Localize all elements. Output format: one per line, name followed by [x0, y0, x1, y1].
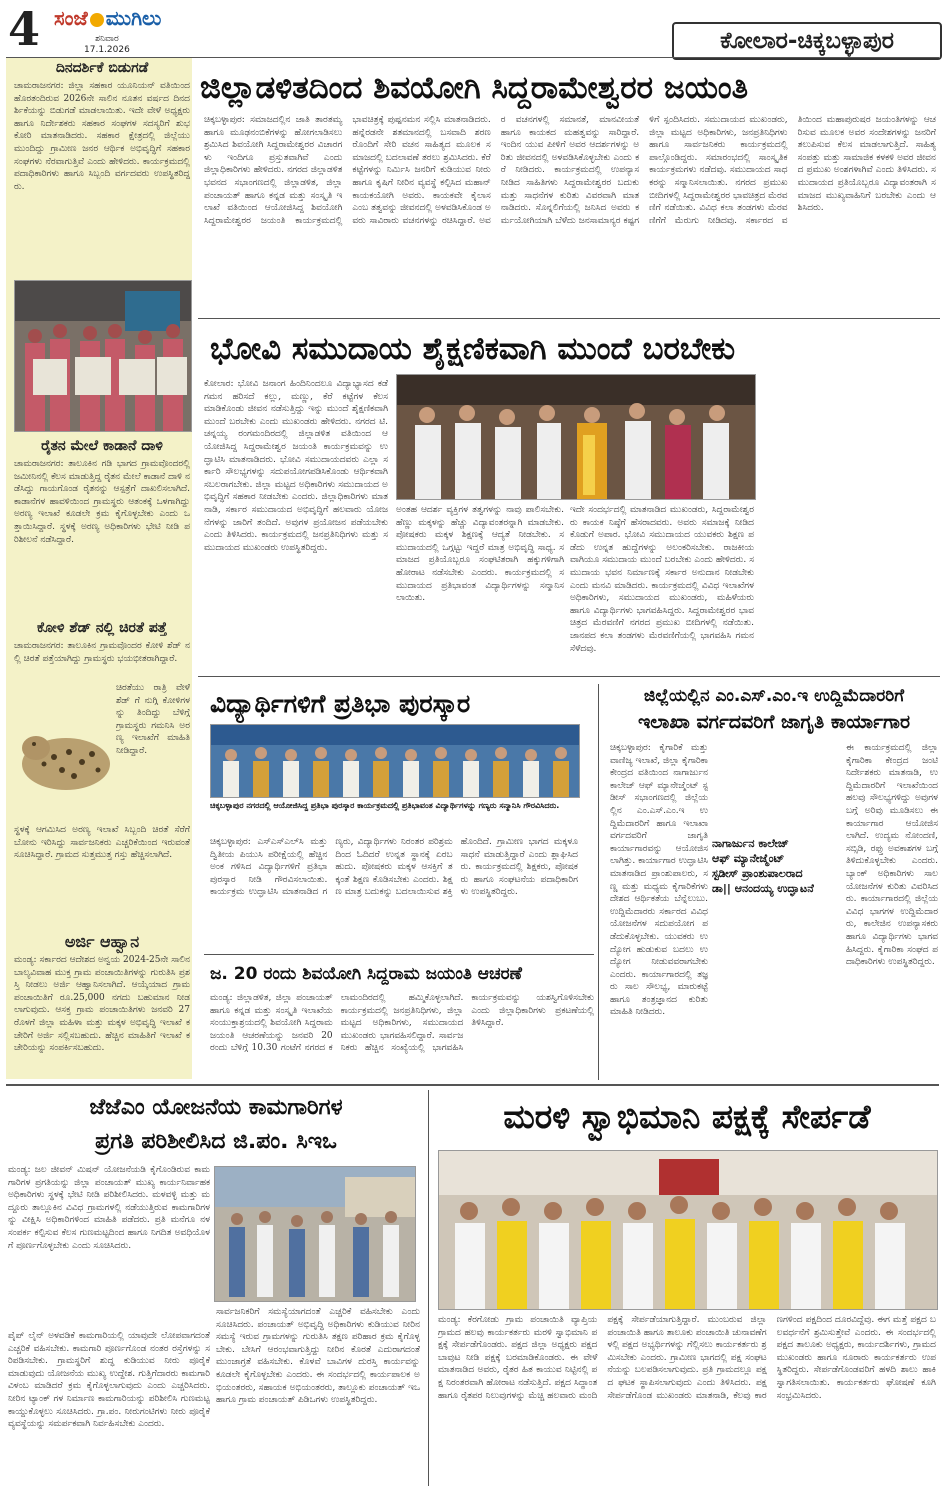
sun-icon	[90, 13, 104, 27]
story7-headline-line1: ಜಿಲ್ಲೆಯಲ್ಲಿನ ಎಂ.ಎಸ್.ಎಂ.ಇ ಉದ್ದಿಮೆದಾರರಿಗೆ	[643, 686, 905, 706]
main2-body-right	[760, 376, 938, 668]
main2-event-photo	[396, 374, 756, 500]
sidebar-story2-headline: ರೈತನ ಮೇಲೆ ಕಾಡಾನೆ ದಾಳಿ	[41, 438, 163, 454]
sidebar-story3-headline: ಕೋಳಿ ಶೆಡ್ ನಲ್ಲಿ ಚಿರತೆ ಪತ್ತೆ	[37, 620, 167, 636]
brand-part1: ಸಂಜೆ	[54, 6, 88, 30]
sidebar-story4-body: ಮಂಡ್ಯ: ಸರ್ಕಾರದ ಆದೇಶದ ಅನ್ವಯ 2024-25ನೇ ಸಾಲಿನ ಬಾಲ್ಯವಿವಾಹ ಮುಕ್ತ ಗ್ರಾಮ ಪಂಚಾಯಿತಿಗಳನ್ನು ಗುರುತಿಸಿ ಪ್ರಶಸ್ತಿ ನೀಡಲು ಅರ್ಜಿ ಆಹ್ವಾನಿಸಲಾಗಿದೆ. ಆಯ್ಕೆಯಾದ ಗ್ರಾಮ ಪಂಚಾಯಿತಿಗೆ ರೂ.25,000 ನಗದು ಬಹುಮಾನ ನೀಡಲಾಗುವುದು. ಆಸಕ್ತ ಗ್ರಾಮ ಪಂಚಾಯಿತಿಗಳು ಜನವರಿ 27ರೊಳಗೆ ಜಿಲ್ಲಾ ಮಹಿಳಾ ಮತ್ತು ಮಕ್ಕಳ ಅಭಿವೃದ್ಧಿ ಇಲಾಖೆ ಕಚೇರಿಗೆ ಅರ್ಜಿ ಸಲ್ಲಿಸಬಹುದು. ಹೆಚ್ಚಿನ ಮಾಹಿತಿಗೆ ಇಲಾಖೆ ಕಚೇರಿಯನ್ನು ಸಂಪರ್ಕಿಸಬಹುದು.	[14, 955, 190, 1054]
story8-body-bottom-right: ಸಾರ್ವಜನಿಕರಿಗೆ ಸಮಸ್ಯೆಯಾಗದಂತೆ ಎಚ್ಚರಿಕೆ ವಹಿಸಬೇಕು ಎಂದು ಸೂಚಿಸಿದರು. ಪಂಚಾಯತ್ ಅಭಿವೃದ್ಧಿ ಅಧಿಕಾರಿಗಳು ಕುಡಿಯುವ ನೀರಿನ ಸಮಸ್ಯೆ ಇರುವ ಗ್ರಾಮಗಳನ್ನು ಗುರುತಿಸಿ ತಕ್ಷಣ ಪರಿಹಾರ ಕ್ರಮ ಕೈಗೊಳ್ಳಬೇಕು. ಬೇಸಿಗೆ ಆರಂಭವಾಗುತ್ತಿದ್ದು ನೀರಿನ ಕೊರತೆ ಎದುರಾಗದಂತೆ ಮುಂಜಾಗ್ರತೆ ವಹಿಸಬೇಕು. ಕೊಳವೆ ಬಾವಿಗಳ ದುರಸ್ತಿ ಕಾರ್ಯವನ್ನು ಕೂಡಲೇ ಕೈಗೊಳ್ಳಬೇಕು ಎಂದರು. ಈ ಸಂದರ್ಭದಲ್ಲಿ ಕಾರ್ಯಪಾಲಕ ಅಭಿಯಂತರರು, ಸಹಾಯಕ ಅಭಿಯಂತರರು, ತಾಲ್ಲೂಕು ಪಂಚಾಯತ್ ಇಒ ಹಾಗೂ ಗ್ರಾಮ ಪಂಚಾಯತ್ ಪಿಡಿಒಗಳು ಉಪಸ್ಥಿತರಿದ್ದರು.	[216, 1307, 420, 1406]
sidebar-story3-body: ಸ್ಥಳಕ್ಕೆ ಆಗಮಿಸಿದ ಅರಣ್ಯ ಇಲಾಖೆ ಸಿಬ್ಬಂದಿ ಚಿರತೆ ಸೆರೆಗೆ ಬೋನು ಇರಿಸಿದ್ದು ಸಾರ್ವಜನಿಕರು ಎಚ್ಚರಿಕೆಯಿಂದ ಇರುವಂತೆ ಸೂಚಿಸಿದ್ದಾರೆ. ಗ್ರಾಮದ ಸುತ್ತಮುತ್ತ ಗಸ್ತು ಹೆಚ್ಚಿಸಲಾಗಿದೆ.	[14, 825, 190, 861]
story8-photo	[214, 1166, 416, 1302]
story7-sub2: ಆಫ್ ಮ್ಯಾನೇಜ್ಮೆಂಟ್	[712, 852, 785, 865]
column-rule	[598, 684, 599, 1080]
main1-headline: ಜಿಲ್ಲಾಡಳಿತದಿಂದ ಶಿವಯೋಗಿ ಸಿದ್ದರಾಮೇಶ್ವರರ ಜಯಂತಿ	[200, 70, 749, 106]
main2-body-mid: ಅಂತಹ ಆದರ್ಶ ವ್ಯಕ್ತಿಗಳ ತತ್ವಗಳನ್ನು ನಾವು ಪಾಲಿಸಬೇಕು. ಹೆಣ್ಣು ಮಕ್ಕಳನ್ನು ಹೆಚ್ಚು ವಿದ್ಯಾವಂತರನ್ನಾಗಿ ಮಾಡಬೇಕು. ಪೋಷಕರು ಮಕ್ಕಳ ಶಿಕ್ಷಣಕ್ಕೆ ಆದ್ಯತೆ ನೀಡಬೇಕು. ಸಮುದಾಯದಲ್ಲಿ ಒಗ್ಗಟ್ಟು ಇದ್ದರೆ ಮಾತ್ರ ಅಭಿವೃದ್ಧಿ ಸಾಧ್ಯ. ಸಮಾಜದ ಪ್ರತಿಯೊಬ್ಬರೂ ಸಂಘಟಿತರಾಗಿ ಹಕ್ಕುಗಳಿಗಾಗಿ ಹೋರಾಟ ನಡೆಸಬೇಕು ಎಂದರು. ಕಾರ್ಯಕ್ರಮದಲ್ಲಿ ಸಮುದಾಯದ ಪ್ರತಿಭಾವಂತ ವಿದ್ಯಾರ್ಥಿಗಳನ್ನು ಸನ್ಮಾನಿಸಲಾಯಿತು.	[396, 505, 564, 604]
day: ಶನಿವಾರ	[95, 34, 119, 44]
page-number: 4	[8, 2, 41, 56]
story6-body: ಮಂಡ್ಯ: ಜಿಲ್ಲಾಡಳಿತ, ಜಿಲ್ಲಾ ಪಂಚಾಯತ್ ಹಾಗೂ ಕನ್ನಡ ಮತ್ತು ಸಂಸ್ಕೃತಿ ಇಲಾಖೆಯ ಸಂಯುಕ್ತಾಶ್ರಯದಲ್ಲಿ ಶಿವಯೋಗಿ ಸಿದ್ದರಾಮ ಜಯಂತಿ ಆಚರಣೆಯನ್ನು ಜನವರಿ 20ರಂದು ಬೆಳಿಗ್ಗೆ 10.30 ಗಂಟೆಗೆ ನಗರದ ಕಲಾಮಂದಿರದಲ್ಲಿ ಹಮ್ಮಿಕೊಳ್ಳಲಾಗಿದೆ. ಕಾರ್ಯಕ್ರಮದಲ್ಲಿ ಜನಪ್ರತಿನಿಧಿಗಳು, ಜಿಲ್ಲಾ ಮಟ್ಟದ ಅಧಿಕಾರಿಗಳು, ಸಮುದಾಯದ ಮುಖಂಡರು ಭಾಗವಹಿಸಲಿದ್ದಾರೆ. ಸಾರ್ವಜನಿಕರು ಹೆಚ್ಚಿನ ಸಂಖ್ಯೆಯಲ್ಲಿ ಭಾಗವಹಿಸಿ ಕಾರ್ಯಕ್ರಮವನ್ನು ಯಶಸ್ವಿಗೊಳಿಸಬೇಕು ಎಂದು ಜಿಲ್ಲಾಧಿಕಾರಿಗಳು ಪ್ರಕಟಣೆಯಲ್ಲಿ ತಿಳಿಸಿದ್ದಾರೆ.	[210, 993, 594, 1054]
brand-part2: ಮುಗಿಲು	[105, 6, 162, 30]
story7-sub4: ಡಾ|| ಆನಂದಯ್ಯ ಉದ್ಘಾಟನೆ	[712, 882, 814, 895]
sidebar-story4-headline: ಅರ್ಜಿ ಆಹ್ವಾನ	[64, 932, 140, 951]
leopard-photo	[14, 682, 112, 822]
sidebar-story1-photo	[14, 280, 192, 432]
story5-rule	[204, 954, 594, 955]
newspaper-logo	[54, 6, 161, 30]
story8-headline-line1: ಜೆಜೆಎಂ ಯೋಜನೆಯ ಕಾಮಗಾರಿಗಳ	[89, 1095, 343, 1120]
story7-body-left: ಚಿಕ್ಕಬಳ್ಳಾಪುರ: ಕೈಗಾರಿಕೆ ಮತ್ತು ವಾಣಿಜ್ಯ ಇಲಾಖೆ, ಜಿಲ್ಲಾ ಕೈಗಾರಿಕಾ ಕೇಂದ್ರದ ವತಿಯಿಂದ ನಾಗಾರ್ಜುನ ಕಾಲೇಜ್ ಆಫ್ ಮ್ಯಾನೇಜ್ಮೆಂಟ್ ಸ್ಟಡೀಸ್ ಸಭಾಂಗಣದಲ್ಲಿ ಜಿಲ್ಲೆಯಲ್ಲಿನ ಎಂ.ಎಸ್.ಎಂ.ಇ ಉದ್ದಿಮೆದಾರರಿಗೆ ಹಾಗೂ ಇಲಾಖಾ ವರ್ಗದವರಿಗೆ ಜಾಗೃತಿ ಕಾರ್ಯಾಗಾರವನ್ನು ಆಯೋಜಿಸಲಾಗಿತ್ತು. ಕಾರ್ಯಾಗಾರ ಉದ್ಘಾಟಿಸಿ ಮಾತನಾಡಿದ ಪ್ರಾಂಶುಪಾಲರು, ಸಣ್ಣ ಮತ್ತು ಮಧ್ಯಮ ಕೈಗಾರಿಕೆಗಳು ದೇಶದ ಆರ್ಥಿಕತೆಯ ಬೆನ್ನೆಲುಬು. ಉದ್ದಿಮೆದಾರರು ಸರ್ಕಾರದ ವಿವಿಧ ಯೋಜನೆಗಳ ಸದುಪಯೋಗ ಪಡೆದುಕೊಳ್ಳಬೇಕು. ಯುವಕರು ಉದ್ಯೋಗ ಹುಡುಕುವ ಬದಲು ಉದ್ಯೋಗ ನೀಡುವವರಾಗಬೇಕು ಎಂದರು. ಕಾರ್ಯಾಗಾರದಲ್ಲಿ ತಜ್ಞರು ಸಾಲ ಸೌಲಭ್ಯ, ಮಾರುಕಟ್ಟೆ ಹಾಗೂ ತಂತ್ರಜ್ಞಾನದ ಕುರಿತು ಮಾಹಿತಿ ನೀಡಿದರು.	[610, 743, 708, 1018]
story5-photo	[210, 724, 580, 798]
story7-sub3: ಸ್ಟಡೀಸ್ ಪ್ರಾಂಶುಪಾಲರಾದ	[712, 867, 803, 880]
story9-headline: ಮರಳಿ ಸ್ವಾಭಿಮಾನಿ ಪಕ್ಷಕ್ಕೆ ಸೇರ್ಪಡೆ	[503, 1097, 871, 1136]
sidebar	[6, 58, 192, 1079]
sidebar-story3-body-top: ಚಾಮರಾಜನಗರ: ತಾಲೂಕಿನ ಗ್ರಾಮವೊಂದರ ಕೋಳಿ ಶೆಡ್ ನಲ್ಲಿ ಚಿರತೆ ಪತ್ತೆಯಾಗಿದ್ದು ಗ್ರಾಮಸ್ಥರು ಭಯಭೀತರಾಗಿದ್ದಾರೆ.	[14, 641, 190, 664]
main1-rule	[198, 318, 940, 319]
story8-body-top: ಮಂಡ್ಯ: ಜಲ ಜೀವನ್ ಮಿಷನ್ ಯೋಜನೆಯಡಿ ಕೈಗೊಂಡಿರುವ ಕಾಮಗಾರಿಗಳ ಪ್ರಗತಿಯನ್ನು ಜಿಲ್ಲಾ ಪಂಚಾಯತ್ ಮುಖ್ಯ ಕಾರ್ಯನಿರ್ವಾಹಕ ಅಧಿಕಾರಿಗಳು ಸ್ಥಳಕ್ಕೆ ಭೇಟಿ ನೀಡಿ ಪರಿಶೀಲಿಸಿದರು. ಮಳವಳ್ಳಿ ಮತ್ತು ಮದ್ದೂರು ತಾಲ್ಲೂಕಿನ ವಿವಿಧ ಗ್ರಾಮಗಳಲ್ಲಿ ನಡೆಯುತ್ತಿರುವ ಕಾಮಗಾರಿಗಳನ್ನು ವೀಕ್ಷಿಸಿ ಅಧಿಕಾರಿಗಳಿಂದ ಮಾಹಿತಿ ಪಡೆದರು. ಪ್ರತಿ ಮನೆಗೂ ನಳ ಸಂಪರ್ಕ ಕಲ್ಪಿಸುವ ಕೆಲಸ ಗುಣಮಟ್ಟದಿಂದ ಹಾಗೂ ನಿಗದಿತ ಅವಧಿಯೊಳಗೆ ಪೂರ್ಣಗೊಳ್ಳಬೇಕು ಎಂದು ಸೂಚಿಸಿದರು.	[8, 1165, 210, 1251]
story6-headline: ಜ. 20 ರಂದು ಶಿವಯೋಗಿ ಸಿದ್ದರಾಮ ಜಯಂತಿ ಆಚರಣೆ	[210, 964, 522, 984]
bottom-section-rule	[6, 1084, 939, 1086]
main1-body: ಚಿಕ್ಕಬಳ್ಳಾಪುರ: ಸಮಾಜದಲ್ಲಿನ ಜಾತಿ ತಾರತಮ್ಯ ಹಾಗೂ ಮೂಢನಂಬಿಕೆಗಳನ್ನು ಹೋಗಲಾಡಿಸಲು ಶ್ರಮಿಸಿದ ಶಿವಯೋಗಿ ಸಿದ್ದರಾಮೇಶ್ವರರ ವಿಚಾರಗಳು ಇಂದಿಗೂ ಪ್ರಸ್ತುತವಾಗಿವೆ ಎಂದು ಜಿಲ್ಲಾಧಿಕಾರಿಗಳು ಹೇಳಿದರು. ನಗರದ ಜಿಲ್ಲಾಡಳಿತ ಭವನದ ಸಭಾಂಗಣದಲ್ಲಿ ಜಿಲ್ಲಾಡಳಿತ, ಜಿಲ್ಲಾ ಪಂಚಾಯತ್ ಹಾಗೂ ಕನ್ನಡ ಮತ್ತು ಸಂಸ್ಕೃತಿ ಇಲಾಖೆ ವತಿಯಿಂದ ಆಯೋಜಿಸಿದ್ದ ಶಿವಯೋಗಿ ಸಿದ್ದರಾಮೇಶ್ವರರ ಜಯಂತಿ ಕಾರ್ಯಕ್ರಮದಲ್ಲಿ ಭಾವಚಿತ್ರಕ್ಕೆ ಪುಷ್ಪನಮನ ಸಲ್ಲಿಸಿ ಮಾತನಾಡಿದರು. ಹನ್ನೆರಡನೇ ಶತಮಾನದಲ್ಲಿ ಬಸವಾದಿ ಶರಣರೊಂದಿಗೆ ಸೇರಿ ವಚನ ಸಾಹಿತ್ಯದ ಮೂಲಕ ಸಮಾಜದಲ್ಲಿ ಬದಲಾವಣೆ ತರಲು ಶ್ರಮಿಸಿದರು. ಕೆರೆ ಕಟ್ಟೆಗಳನ್ನು ನಿರ್ಮಿಸಿ ಜನರಿಗೆ ಕುಡಿಯುವ ನೀರು ಹಾಗೂ ಕೃಷಿಗೆ ನೀರಿನ ವ್ಯವಸ್ಥೆ ಕಲ್ಪಿಸಿದ ಮಹಾನ್ ಕಾಯಕಯೋಗಿ ಅವರು. ಕಾಯಕವೇ ಕೈಲಾಸ ಎಂಬ ತತ್ವವನ್ನು ಜೀವನದಲ್ಲಿ ಅಳವಡಿಸಿಕೊಂಡ ಅವರು ಸಾವಿರಾರು ವಚನಗಳನ್ನು ರಚಿಸಿದ್ದಾರೆ. ಅವರ ವಚನಗಳಲ್ಲಿ ಸಮಾನತೆ, ಮಾನವೀಯತೆ ಹಾಗೂ ಕಾಯಕದ ಮಹತ್ವವನ್ನು ಸಾರಿದ್ದಾರೆ. ಇಂದಿನ ಯುವ ಪೀಳಿಗೆ ಅವರ ಆದರ್ಶಗಳನ್ನು ಅರಿತು ಜೀವನದಲ್ಲಿ ಅಳವಡಿಸಿಕೊಳ್ಳಬೇಕು ಎಂದು ಕರೆ ನೀಡಿದರು. ಕಾರ್ಯಕ್ರಮದಲ್ಲಿ ಉಪನ್ಯಾಸ ನೀಡಿದ ಸಾಹಿತಿಗಳು ಸಿದ್ದರಾಮೇಶ್ವರರ ಬದುಕು ಮತ್ತು ಸಾಧನೆಗಳ ಕುರಿತು ವಿವರವಾಗಿ ಮಾತನಾಡಿದರು. ಸೊನ್ನಲಿಗೆಯಲ್ಲಿ ಜನಿಸಿದ ಅವರು ಕರ್ಮಯೋಗಿಯಾಗಿ ಬೆಳೆದು ಜನಸಾಮಾನ್ಯರ ಕಷ್ಟಗಳಿಗೆ ಸ್ಪಂದಿಸಿದರು. ಸಮುದಾಯದ ಮುಖಂಡರು, ಜಿಲ್ಲಾ ಮಟ್ಟದ ಅಧಿಕಾರಿಗಳು, ಜನಪ್ರತಿನಿಧಿಗಳು ಹಾಗೂ ಸಾರ್ವಜನಿಕರು ಕಾರ್ಯಕ್ರಮದಲ್ಲಿ ಪಾಲ್ಗೊಂಡಿದ್ದರು. ಸಮಾರಂಭದಲ್ಲಿ ಸಾಂಸ್ಕೃತಿಕ ಕಾರ್ಯಕ್ರಮಗಳು ನಡೆದವು. ಸಮುದಾಯದ ಸಾಧಕರನ್ನು ಸನ್ಮಾನಿಸಲಾಯಿತು. ನಗರದ ಪ್ರಮುಖ ಬೀದಿಗಳಲ್ಲಿ ಸಿದ್ದರಾಮೇಶ್ವರರ ಭಾವಚಿತ್ರದ ಮೆರವಣಿಗೆ ನಡೆಯಿತು. ವಿವಿಧ ಕಲಾ ತಂಡಗಳು ಮೆರವಣಿಗೆಗೆ ಮೆರುಗು ನೀಡಿದವು. ಸರ್ಕಾರದ ವತಿಯಿಂದ ಮಹಾಪುರುಷರ ಜಯಂತಿಗಳನ್ನು ಆಚರಿಸುವ ಮೂಲಕ ಅವರ ಸಂದೇಶಗಳನ್ನು ಜನರಿಗೆ ತಲುಪಿಸುವ ಕೆಲಸ ಮಾಡಲಾಗುತ್ತಿದೆ. ಸಾಹಿತ್ಯ ಸಂಪತ್ತು ಮತ್ತು ಸಾಮಾಜಿಕ ಕಳಕಳಿ ಅವರ ಜೀವನದ ಪ್ರಮುಖ ಅಂಶಗಳಾಗಿವೆ ಎಂದು ತಿಳಿಸಿದರು. ಸಮುದಾಯದ ಪ್ರತಿಯೊಬ್ಬರೂ ವಿದ್ಯಾವಂತರಾಗಿ ಸಮಾಜದ ಮುಖ್ಯವಾಹಿನಿಗೆ ಬರಬೇಕು ಎಂದು ಆಶಿಸಿದರು.	[204, 115, 936, 226]
story7-sub1: ನಾಗಾರ್ಜುನ ಕಾಲೇಜ್	[712, 837, 789, 850]
date: 17.1.2026	[84, 45, 130, 55]
sidebar-story1-body: ಚಾಮರಾಜನಗರ: ಜಿಲ್ಲಾ ಸಹಕಾರ ಯೂನಿಯನ್ ವತಿಯಿಂದ ಹೊರತಂದಿರುವ 2026ನೇ ಸಾಲಿನ ನೂತನ ವರ್ಷದ ದಿನದರ್ಶಿಕೆಯನ್ನು ಬಿಡುಗಡೆ ಮಾಡಲಾಯಿತು. ಇದೇ ವೇಳೆ ಅಧ್ಯಕ್ಷರು ಹಾಗೂ ನಿರ್ದೇಶಕರು ಸಹಕಾರ ಸಂಘಗಳ ಸದಸ್ಯರಿಗೆ ಶುಭ ಕೋರಿ ಮಾತನಾಡಿದರು. ಸಹಕಾರ ಕ್ಷೇತ್ರದಲ್ಲಿ ಜಿಲ್ಲೆಯು ಮುಂದಿದ್ದು ಗ್ರಾಮೀಣ ಜನರ ಆರ್ಥಿಕ ಅಭಿವೃದ್ಧಿಗೆ ಸಹಕಾರ ಸಂಘಗಳು ನೆರವಾಗುತ್ತಿವೆ ಎಂದು ಹೇಳಿದರು. ಕಾರ್ಯಕ್ರಮದಲ್ಲಿ ಪದಾಧಿಕಾರಿಗಳು ಹಾಗೂ ಸಿಬ್ಬಂದಿ ವರ್ಗದವರು ಉಪಸ್ಥಿತರಿದ್ದರು.	[14, 81, 190, 192]
story5-headline: ವಿದ್ಯಾರ್ಥಿಗಳಿಗೆ ಪ್ರತಿಭಾ ಪುರಸ್ಕಾರ	[210, 689, 471, 718]
story5-body: ಚಿಕ್ಕಬಳ್ಳಾಪುರ: ಎಸ್ಎಸ್ಎಲ್‌ಸಿ ಮತ್ತು ದ್ವಿತೀಯ ಪಿಯುಸಿ ಪರೀಕ್ಷೆಯಲ್ಲಿ ಹೆಚ್ಚಿನ ಅಂಕ ಗಳಿಸಿದ ವಿದ್ಯಾರ್ಥಿಗಳಿಗೆ ಪ್ರತಿಭಾ ಪುರಸ್ಕಾರ ನೀಡಿ ಗೌರವಿಸಲಾಯಿತು. ಕಾರ್ಯಕ್ರಮ ಉದ್ಘಾಟಿಸಿ ಮಾತನಾಡಿದ ಗಣ್ಯರು, ವಿದ್ಯಾರ್ಥಿಗಳು ನಿರಂತರ ಪರಿಶ್ರಮದಿಂದ ಓದಿದರೆ ಉನ್ನತ ಸ್ಥಾನಕ್ಕೆ ಏರಬಹುದು. ಪೋಷಕರು ಮಕ್ಕಳ ಆಸಕ್ತಿಗೆ ತಕ್ಕಂತೆ ಶಿಕ್ಷಣ ಕೊಡಿಸಬೇಕು ಎಂದರು. ಶಿಕ್ಷಣ ಮಾತ್ರ ಬದುಕನ್ನು ಬದಲಾಯಿಸುವ ಶಕ್ತಿ ಹೊಂದಿದೆ. ಗ್ರಾಮೀಣ ಭಾಗದ ಮಕ್ಕಳೂ ಸಾಧನೆ ಮಾಡುತ್ತಿದ್ದಾರೆ ಎಂದು ಶ್ಲಾಘಿಸಿದರು. ಕಾರ್ಯಕ್ರಮದಲ್ಲಿ ಶಿಕ್ಷಕರು, ಪೋಷಕರು ಹಾಗೂ ಸಂಘಟನೆಯ ಪದಾಧಿಕಾರಿಗಳು ಉಪಸ್ಥಿತರಿದ್ದರು.	[210, 837, 578, 898]
story9-body: ಮಂಡ್ಯ: ಕೆರಗೋಡು ಗ್ರಾಮ ಪಂಚಾಯಿತಿ ವ್ಯಾಪ್ತಿಯ ಗ್ರಾಮದ ಹಲವು ಕಾರ್ಯಕರ್ತರು ಮರಳಿ ಸ್ವಾಭಿಮಾನಿ ಪಕ್ಷಕ್ಕೆ ಸೇರ್ಪಡೆಗೊಂಡರು. ಪಕ್ಷದ ಜಿಲ್ಲಾ ಅಧ್ಯಕ್ಷರು ಪಕ್ಷದ ಬಾವುಟ ನೀಡಿ ಪಕ್ಷಕ್ಕೆ ಬರಮಾಡಿಕೊಂಡರು. ಈ ವೇಳೆ ಮಾತನಾಡಿದ ಅವರು, ರೈತರ ಹಿತ ಕಾಯುವ ನಿಟ್ಟಿನಲ್ಲಿ ಪಕ್ಷ ನಿರಂತರವಾಗಿ ಹೋರಾಟ ನಡೆಸುತ್ತಿದೆ. ಪಕ್ಷದ ಸಿದ್ಧಾಂತ ಹಾಗೂ ರೈತಪರ ನಿಲುವುಗಳನ್ನು ಮೆಚ್ಚಿ ಹಲವಾರು ಮಂದಿ ಪಕ್ಷಕ್ಕೆ ಸೇರ್ಪಡೆಯಾಗುತ್ತಿದ್ದಾರೆ. ಮುಂಬರುವ ಜಿಲ್ಲಾ ಪಂಚಾಯಿತಿ ಹಾಗೂ ತಾಲೂಕು ಪಂಚಾಯಿತಿ ಚುನಾವಣೆಗಳಲ್ಲಿ ಪಕ್ಷದ ಅಭ್ಯರ್ಥಿಗಳನ್ನು ಗೆಲ್ಲಿಸಲು ಕಾರ್ಯಕರ್ತರು ಶ್ರಮಿಸಬೇಕು ಎಂದರು. ಗ್ರಾಮೀಣ ಭಾಗದಲ್ಲಿ ಪಕ್ಷ ಸಂಘಟನೆಯನ್ನು ಬಲಪಡಿಸಲಾಗುವುದು. ಪ್ರತಿ ಗ್ರಾಮದಲ್ಲೂ ಪಕ್ಷದ ಘಟಕ ಸ್ಥಾಪಿಸಲಾಗುವುದು ಎಂದು ತಿಳಿಸಿದರು. ಪಕ್ಷ ಸೇರ್ಪಡೆಗೊಂಡ ಮುಖಂಡರು ಮಾತನಾಡಿ, ಕೆಲವು ಕಾರಣಗಳಿಂದ ಪಕ್ಷದಿಂದ ದೂರವಿದ್ದೆವು. ಈಗ ಮತ್ತೆ ಪಕ್ಷದ ಬಲವರ್ಧನೆಗೆ ಶ್ರಮಿಸುತ್ತೇವೆ ಎಂದರು. ಈ ಸಂದರ್ಭದಲ್ಲಿ ಪಕ್ಷದ ತಾಲೂಕು ಅಧ್ಯಕ್ಷರು, ಕಾರ್ಯದರ್ಶಿಗಳು, ಗ್ರಾಮದ ಮುಖಂಡರು ಹಾಗೂ ನೂರಾರು ಕಾರ್ಯಕರ್ತರು ಉಪಸ್ಥಿತರಿದ್ದರು. ಸೇರ್ಪಡೆಗೊಂಡವರಿಗೆ ಹಳದಿ ಶಾಲು ಹಾಕಿ ಸ್ವಾಗತಿಸಲಾಯಿತು. ಕಾರ್ಯಕರ್ತರು ಘೋಷಣೆ ಕೂಗಿ ಸಂಭ್ರಮಿಸಿದರು.	[438, 1315, 936, 1401]
main2-body-left: ಕೋಲಾರ: ಭೋವಿ ಜನಾಂಗ ಹಿಂದಿನಿಂದಲೂ ವಿದ್ಯಾಭ್ಯಾಸದ ಕಡೆ ಗಮನ ಹರಿಸದೆ ಕಲ್ಲು, ಮಣ್ಣು, ಕೆರೆ ಕಟ್ಟೆಗಳ ಕೆಲಸ ಮಾಡಿಕೊಂಡು ಜೀವನ ನಡೆಸುತ್ತಿದ್ದು ಇನ್ನು ಮುಂದೆ ಶೈಕ್ಷಣಿಕವಾಗಿ ಮುಂದೆ ಬರಬೇಕು ಎಂದು ಮುಖಂಡರು ಹೇಳಿದರು. ನಗರದ ಟಿ.ಚನ್ನಯ್ಯ ರಂಗಮಂದಿರದಲ್ಲಿ ಜಿಲ್ಲಾಡಳಿತ ವತಿಯಿಂದ ಆಯೋಜಿಸಿದ್ದ ಸಿದ್ದರಾಮೇಶ್ವರ ಜಯಂತಿ ಕಾರ್ಯಕ್ರಮವನ್ನು ಉದ್ಘಾಟಿಸಿ ಮಾತನಾಡಿದರು. ಭೋವಿ ಸಮುದಾಯದವರು ಎಲ್ಲಾ ಸರ್ಕಾರಿ ಸೌಲಭ್ಯಗಳನ್ನು ಸದುಪಯೋಗಪಡಿಸಿಕೊಂಡು ಆರ್ಥಿಕವಾಗಿ ಸಬಲರಾಗಬೇಕು. ಜಿಲ್ಲಾ ಮಟ್ಟದ ಅಧಿಕಾರಿಗಳು ಸಮುದಾಯದ ಅಭಿವೃದ್ಧಿಗೆ ಸಹಕಾರ ನೀಡಬೇಕು ಎಂದರು. ಜಿಲ್ಲಾಧಿಕಾರಿಗಳು ಮಾತನಾಡಿ, ಸರ್ಕಾರ ಸಮುದಾಯದ ಅಭಿವೃದ್ಧಿಗೆ ಹಲವಾರು ಯೋಜನೆಗಳನ್ನು ಜಾರಿಗೆ ತಂದಿದೆ. ಅವುಗಳ ಪ್ರಯೋಜನ ಪಡೆಯಬೇಕು ಎಂದು ತಿಳಿಸಿದರು. ಕಾರ್ಯಕ್ರಮದಲ್ಲಿ ಜನಪ್ರತಿನಿಧಿಗಳು ಮತ್ತು ಸಮುದಾಯದ ಮುಖಂಡರು ಉಪಸ್ಥಿತರಿದ್ದರು.	[204, 379, 388, 553]
main2-headline: ಭೋವಿ ಸಮುದಾಯ ಶೈಕ್ಷಣಿಕವಾಗಿ ಮುಂದೆ ಬರಬೇಕು	[210, 331, 736, 367]
region-banner: ಕೋಲಾರ-ಚಿಕ್ಕಬಳ್ಳಾಪುರ	[672, 22, 942, 60]
story9-photo	[438, 1150, 938, 1310]
sidebar-story3-body-side: ಚಿರತೆಯು ರಾತ್ರಿ ವೇಳೆ ಶೆಡ್ ಗೆ ನುಗ್ಗಿ ಕೋಳಿಗಳನ್ನು ತಿಂದಿದ್ದು ಬೆಳಿಗ್ಗೆ ಗ್ರಾಮಸ್ಥರು ಗಮನಿಸಿ ಅರಣ್ಯ ಇಲಾಖೆಗೆ ಮಾಹಿತಿ ನೀಡಿದ್ದಾರೆ.	[116, 683, 190, 756]
masthead-date	[84, 34, 130, 56]
story8-body-bottom-left: ಪೈಪ್ ಲೈನ್ ಅಳವಡಿಕೆ ಕಾಮಗಾರಿಯಲ್ಲಿ ಯಾವುದೇ ಲೋಪವಾಗದಂತೆ ಎಚ್ಚರಿಕೆ ವಹಿಸಬೇಕು. ಕಾಮಗಾರಿ ಪೂರ್ಣಗೊಂಡ ನಂತರ ರಸ್ತೆಗಳನ್ನು ಸರಿಪಡಿಸಬೇಕು. ಗ್ರಾಮಸ್ಥರಿಗೆ ಶುದ್ಧ ಕುಡಿಯುವ ನೀರು ಪೂರೈಕೆ ಮಾಡುವುದು ಯೋಜನೆಯ ಮುಖ್ಯ ಉದ್ದೇಶ. ಗುತ್ತಿಗೆದಾರರು ಕಾಮಗಾರಿ ವಿಳಂಬ ಮಾಡಿದರೆ ಕ್ರಮ ಕೈಗೊಳ್ಳಲಾಗುವುದು ಎಂದು ಎಚ್ಚರಿಸಿದರು. ನೀರಿನ ಟ್ಯಾಂಕ್ ಗಳ ನಿರ್ಮಾಣ ಕಾಮಗಾರಿಯನ್ನು ಪರಿಶೀಲಿಸಿ ಗುಣಮಟ್ಟ ಕಾಯ್ದುಕೊಳ್ಳಲು ಸೂಚಿಸಿದರು. ಗ್ರಾ.ಪಂ. ನೀರುಗಂಟಿಗಳು ನೀರು ಪೂರೈಕೆ ವ್ಯವಸ್ಥೆಯನ್ನು ಸಮರ್ಪಕವಾಗಿ ನಿರ್ವಹಿಸಬೇಕು ಎಂದರು.	[8, 1331, 210, 1430]
main2-rule	[198, 676, 940, 677]
story7-body-right: ಈ ಕಾರ್ಯಕ್ರಮದಲ್ಲಿ ಜಿಲ್ಲಾ ಕೈಗಾರಿಕಾ ಕೇಂದ್ರದ ಜಂಟಿ ನಿರ್ದೇಶಕರು ಮಾತನಾಡಿ, ಉದ್ದಿಮೆದಾರರಿಗೆ ಇಲಾಖೆಯಿಂದ ಹಲವು ಸೌಲಭ್ಯಗಳಿದ್ದು ಅವುಗಳ ಬಗ್ಗೆ ಅರಿವು ಮೂಡಿಸಲು ಈ ಕಾರ್ಯಾಗಾರ ಆಯೋಜಿಸಲಾಗಿದೆ. ಉದ್ಯಮ ನೋಂದಣಿ, ಸಬ್ಸಿಡಿ, ರಫ್ತು ಅವಕಾಶಗಳ ಬಗ್ಗೆ ತಿಳಿದುಕೊಳ್ಳಬೇಕು ಎಂದರು. ಬ್ಯಾಂಕ್ ಅಧಿಕಾರಿಗಳು ಸಾಲ ಯೋಜನೆಗಳ ಕುರಿತು ವಿವರಿಸಿದರು. ಕಾರ್ಯಾಗಾರದಲ್ಲಿ ಜಿಲ್ಲೆಯ ವಿವಿಧ ಭಾಗಗಳ ಉದ್ದಿಮೆದಾರರು, ಕಾಲೇಜಿನ ಉಪನ್ಯಾಸಕರು ಹಾಗೂ ವಿದ್ಯಾರ್ಥಿಗಳು ಭಾಗವಹಿಸಿದ್ದರು. ಕೈಗಾರಿಕಾ ಸಂಘದ ಪದಾಧಿಕಾರಿಗಳು ಉಪಸ್ಥಿತರಿದ್ದರು.	[846, 743, 938, 968]
story7-headline-line2: ಇಲಾಖಾ ವರ್ಗದವರಿಗೆ ಜಾಗೃತಿ ಕಾರ್ಯಾಗಾರ	[637, 711, 911, 733]
story8-headline-line2: ಪ್ರಗತಿ ಪರಿಶೀಲಿಸಿದ ಜಿ.ಪಂ. ಸಿಇಒ	[95, 1129, 337, 1154]
story5-caption: ಚಿಕ್ಕಬಳ್ಳಾಪುರ ನಗರದಲ್ಲಿ ಆಯೋಜಿಸಿದ್ದ ಪ್ರತಿಭಾ ಪುರಸ್ಕಾರ ಕಾರ್ಯಕ್ರಮದಲ್ಲಿ ಪ್ರತಿಭಾವಂತ ವಿದ್ಯಾರ್ಥಿಗಳನ್ನು ಗಣ್ಯರು ಸನ್ಮಾನಿಸಿ ಗೌರವಿಸಿದರು.	[210, 801, 560, 810]
sidebar-story1-headline: ದಿನದರ್ಶಿಕೆ ಬಿಡುಗಡೆ	[55, 60, 149, 76]
story7-subhead	[712, 836, 842, 896]
bottom-column-rule	[428, 1090, 429, 1486]
main2-body-right-lower: ಇದೇ ಸಂದರ್ಭದಲ್ಲಿ ಮಾತನಾಡಿದ ಮುಖಂಡರು, ಸಿದ್ದರಾಮೇಶ್ವರರು ಕಾಯಕ ನಿಷ್ಠೆಗೆ ಹೆಸರಾದವರು. ಅವರು ಸಮಾಜಕ್ಕೆ ನೀಡಿದ ಕೊಡುಗೆ ಅಪಾರ. ಭೋವಿ ಸಮುದಾಯದ ಯುವಕರು ಶಿಕ್ಷಣ ಪಡೆದು ಉನ್ನತ ಹುದ್ದೆಗಳನ್ನು ಅಲಂಕರಿಸಬೇಕು. ರಾಜಕೀಯವಾಗಿಯೂ ಸಮುದಾಯ ಮುಂದೆ ಬರಬೇಕು ಎಂದು ಹೇಳಿದರು. ಸಮುದಾಯ ಭವನ ನಿರ್ಮಾಣಕ್ಕೆ ಸರ್ಕಾರ ಅನುದಾನ ನೀಡಬೇಕು ಎಂದು ಮನವಿ ಮಾಡಿದರು. ಕಾರ್ಯಕ್ರಮದಲ್ಲಿ ವಿವಿಧ ಇಲಾಖೆಗಳ ಅಧಿಕಾರಿಗಳು, ಸಮುದಾಯದ ಮುಖಂಡರು, ಮಹಿಳೆಯರು ಹಾಗೂ ವಿದ್ಯಾರ್ಥಿಗಳು ಭಾಗವಹಿಸಿದ್ದರು. ಸಿದ್ದರಾಮೇಶ್ವರರ ಭಾವಚಿತ್ರದ ಮೆರವಣಿಗೆ ನಗರದ ಪ್ರಮುಖ ಬೀದಿಗಳಲ್ಲಿ ನಡೆಯಿತು. ಜಾನಪದ ಕಲಾ ತಂಡಗಳು ಮೆರವಣಿಗೆಯಲ್ಲಿ ಭಾಗವಹಿಸಿ ಗಮನ ಸೆಳೆದವು.	[570, 505, 754, 654]
sidebar-story2-body: ಚಾಮರಾಜನಗರ: ತಾಲೂಕಿನ ಗಡಿ ಭಾಗದ ಗ್ರಾಮವೊಂದರಲ್ಲಿ ಜಮೀನಿನಲ್ಲಿ ಕೆಲಸ ಮಾಡುತ್ತಿದ್ದ ರೈತನ ಮೇಲೆ ಕಾಡಾನೆ ದಾಳಿ ನಡೆಸಿದ್ದು ಗಾಯಗೊಂಡ ರೈತನನ್ನು ಆಸ್ಪತ್ರೆಗೆ ದಾಖಲಿಸಲಾಗಿದೆ. ಕಾಡಾನೆಗಳ ಹಾವಳಿಯಿಂದ ಗ್ರಾಮಸ್ಥರು ಆತಂಕಕ್ಕೆ ಒಳಗಾಗಿದ್ದು ಅರಣ್ಯ ಇಲಾಖೆ ಕೂಡಲೇ ಕ್ರಮ ಕೈಗೊಳ್ಳಬೇಕು ಎಂದು ಒತ್ತಾಯಿಸಿದ್ದಾರೆ. ಸ್ಥಳಕ್ಕೆ ಅರಣ್ಯ ಅಧಿಕಾರಿಗಳು ಭೇಟಿ ನೀಡಿ ಪರಿಶೀಲನೆ ನಡೆಸಿದ್ದಾರೆ.	[14, 459, 190, 545]
